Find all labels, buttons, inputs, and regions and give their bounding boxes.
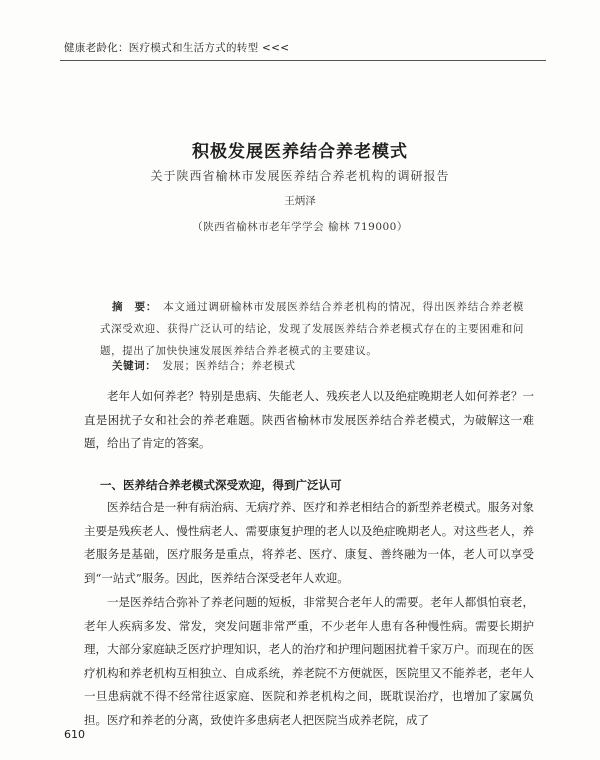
article-title: 积极发展医养结合养老模式 (192, 142, 408, 162)
abstract (100, 296, 524, 362)
article-affiliation: （陕西省榆林市老年学学会 榆林 719000） (192, 221, 408, 233)
article-subtitle: 关于陕西省榆林市发展医养结合养老机构的调研报告 (150, 169, 450, 183)
body-paragraph-1: 老年人如何养老？特别是患病、失能老人、残疾老人以及绝症晚期老人如何养老？一直是困扰子女和社会的养老难题。陕西省榆林市发展医养结合养老模式，为破解这一难题，给出了肯定的答案。 (84, 389, 534, 450)
abstract-label: 摘 要： (112, 301, 158, 313)
abstract-text: 本文通过调研榆林市发展医养结合养老机构的情况，得出医养结合养老模式深受欢迎、获得广泛认可的结论，发现了发展医养结合养老模式存在的主要困难和问题，提出了加快快速发展医养结合养老模式的主要建议。 (100, 301, 524, 357)
keywords-label: 关键词： (112, 360, 157, 372)
section-heading-1: 一、医养结合养老模式深受欢迎，得到广泛认可 (100, 478, 342, 492)
running-head: 健康老龄化：医疗模式和生活方式的转型 <<< (64, 42, 290, 54)
article-author: 王炳泽 (284, 195, 316, 207)
keywords-text: 发展；医养结合；养老模式 (162, 360, 296, 372)
body-paragraph-2: 医养结合是一种有病治病、无病疗养、医疗和养老相结合的新型养老模式。服务对象主要是残疾老人、慢性病老人、需要康复护理的老人以及绝症晚期老人。对这些老人，养老服务是基础，医疗服务是重点，将养老、医疗、康复、善终融为一体，老人可以享受到“一站式”服务。因此，医养结合深受老年人欢迎。 (84, 500, 534, 585)
page-number: 610 (64, 728, 85, 741)
keywords (100, 358, 524, 373)
body-paragraph-3: 一是医养结合弥补了养老问题的短板，非常契合老年人的需要。老年人都惧怕衰老，老年人疾病多发、常发，突发问题非常严重，不少老年人患有各种慢性病。需要长期护理，大部分家庭缺乏医疗护理知识，老人的治疗和护理问题困扰着千家万户。而现在的医疗机构和养老机构互相独立、自成系统，养老院不方便就医，医院里又不能养老，老年人一旦患病就不得不经常往返家庭、医院和养老机构之间，既耽误治疗，也增加了家属负担。医疗和养老的分离，致使许多患病老人把医院当成养老院，成了 (84, 595, 534, 727)
header-rule (60, 60, 546, 61)
